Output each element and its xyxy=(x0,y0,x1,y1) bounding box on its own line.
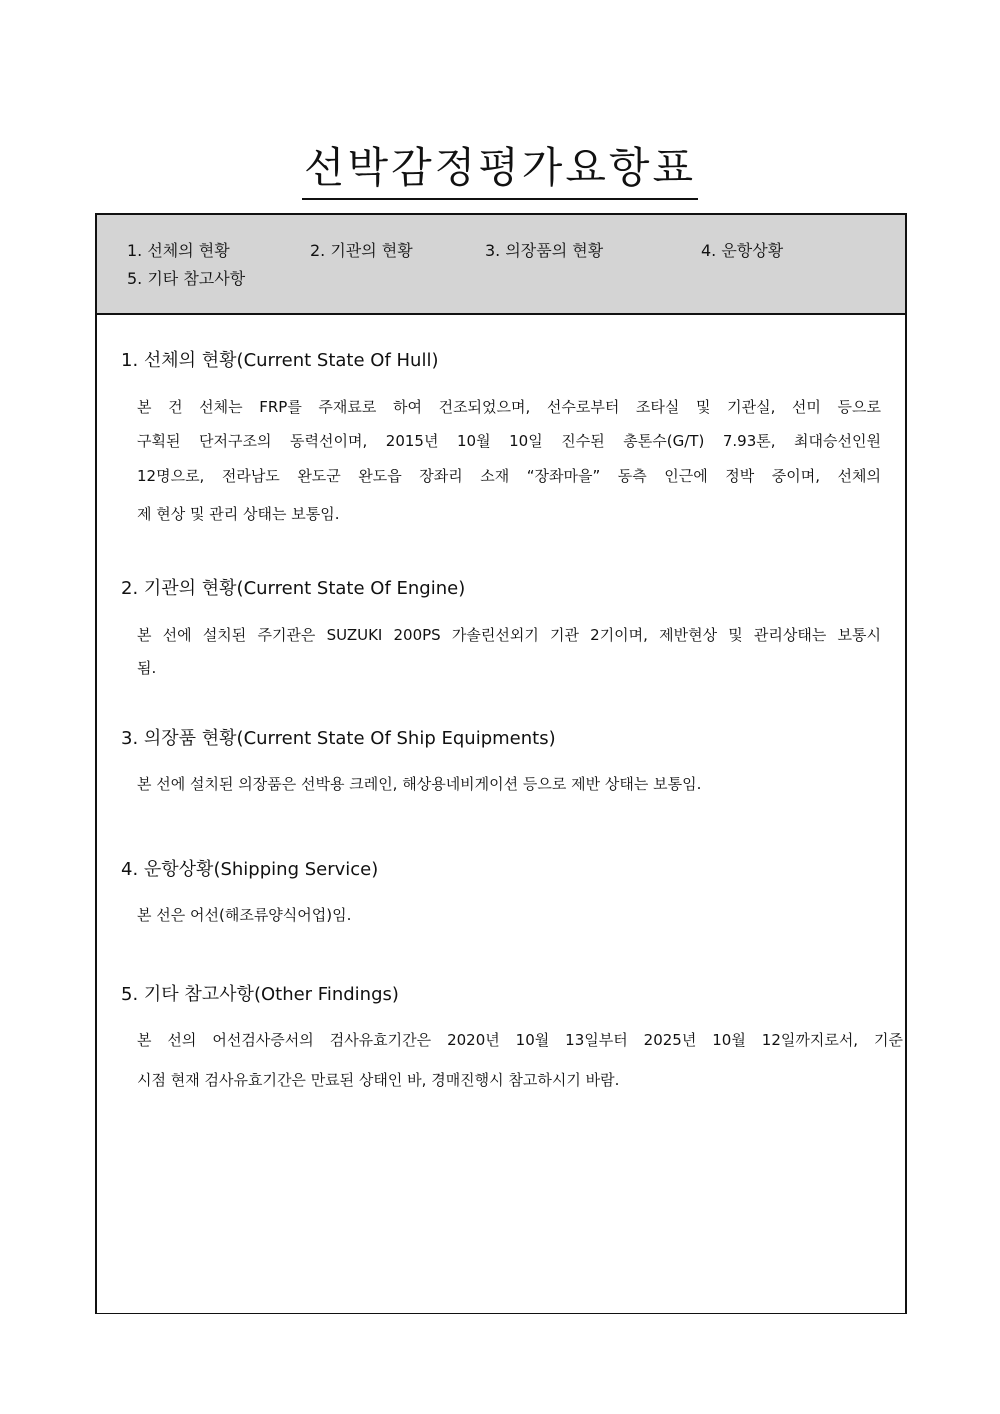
section-line: 본 선에 설치된 의장품은 선박용 크레인, 해상용네비게이션 등으로 제반 상태는 보통임. xyxy=(137,775,702,793)
document-title-text: 선박감정평가요항표 xyxy=(302,140,698,200)
summary-item-engine: 2. 기관의 현황 xyxy=(310,241,413,260)
section-heading-service: 4. 운항상황(Shipping Service) xyxy=(121,859,379,880)
appraisal-frame xyxy=(95,213,907,1314)
section-line: 본 건 선체는 FRP를 주재료로 하여 건조되었으며, 선수로부터 조타실 및 기관실, 선미 등으로 xyxy=(137,398,881,416)
summary-item-other: 5. 기타 참고사항 xyxy=(127,269,246,288)
section-line: 시점 현재 검사유효기간은 만료된 상태인 바, 경매진행시 참고하시기 바람. xyxy=(137,1071,620,1089)
section-line: 본 선에 설치된 주기관은 SUZUKI 200PS 가솔린선외기 기관 2기이며, 제반현상 및 관리상태는 보통시 xyxy=(137,626,881,644)
section-heading-other: 5. 기타 참고사항(Other Findings) xyxy=(121,984,399,1005)
section-heading-engine: 2. 기관의 현황(Current State Of Engine) xyxy=(121,578,466,599)
section-line: 됨. xyxy=(137,659,157,677)
section-line: 제 현상 및 관리 상태는 보통임. xyxy=(137,505,340,523)
summary-item-hull: 1. 선체의 현황 xyxy=(127,241,230,260)
section-line: 본 선의 어선검사증서의 검사유효기간은 2020년 10월 13일부터 2025년 10월 12일까지로서, 기준 xyxy=(137,1031,903,1049)
document-title xyxy=(0,140,1000,200)
section-line: 본 선은 어선(해조류양식어업)임. xyxy=(137,906,352,924)
section-heading-equipment: 3. 의장품 현황(Current State Of Ship Equipments) xyxy=(121,728,556,749)
summary-band xyxy=(97,215,905,315)
summary-item-equipment: 3. 의장품의 현황 xyxy=(485,241,604,260)
section-heading-hull: 1. 선체의 현황(Current State Of Hull) xyxy=(121,350,439,371)
section-line: 12명으로, 전라남도 완도군 완도읍 장좌리 소재 “장좌마을” 동측 인근에 정박 중이며, 선체의 xyxy=(137,467,881,485)
section-line: 구획된 단저구조의 동력선이며, 2015년 10월 10일 진수된 총톤수(G/T) 7.93톤, 최대승선인원 xyxy=(137,432,881,450)
summary-item-service: 4. 운항상황 xyxy=(701,241,784,260)
